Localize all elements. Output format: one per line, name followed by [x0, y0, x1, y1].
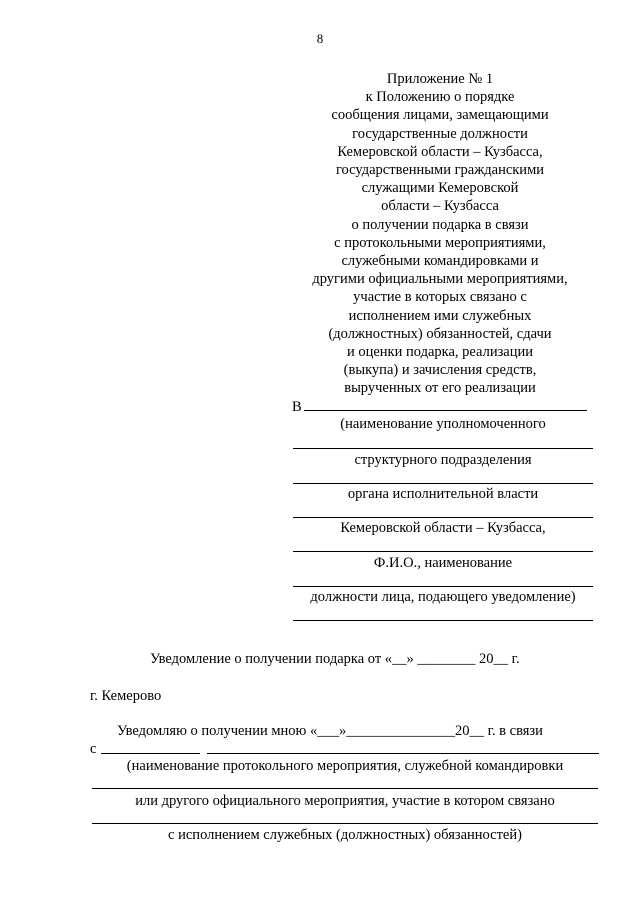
appendix-line: о получении подарка в связи: [351, 216, 529, 233]
notice-title: Уведомление о получении подарка от «__» ________ 20__ г.: [150, 651, 520, 667]
addressee-caption: (наименование уполномоченного: [340, 416, 546, 432]
notice-blank-line[interactable]: [207, 753, 599, 754]
addressee-blank-line[interactable]: [293, 551, 593, 552]
addressee-blank-line[interactable]: [293, 517, 593, 518]
notice-caption: или другого официального мероприятия, участие в котором связано: [135, 793, 555, 809]
appendix-line: сообщения лицами, замещающими: [331, 107, 549, 124]
notice-body-line: Уведомляю о получении мною «___»_______________20__ г. в связи: [117, 723, 543, 739]
appendix-line: вырученных от его реализации: [344, 380, 536, 397]
appendix-line: области – Кузбасса: [381, 198, 499, 215]
addressee-caption: структурного подразделения: [354, 452, 532, 468]
appendix-line: государственные должности: [352, 125, 528, 142]
addressee-blank-line[interactable]: [293, 448, 593, 449]
addressee-blank-line[interactable]: [293, 586, 593, 587]
appendix-line: участие в которых связано с: [353, 289, 527, 306]
appendix-line: служащими Кемеровской: [361, 180, 519, 197]
addressee-to-field[interactable]: [292, 398, 587, 416]
appendix-line: к Положению о порядке: [365, 89, 515, 106]
appendix-line: (должностных) обязанностей, сдачи: [328, 325, 552, 342]
addressee-caption: Ф.И.О., наименование: [373, 555, 513, 571]
addressee-blank-line[interactable]: [304, 398, 587, 411]
addressee-caption: органа исполнительной власти: [347, 486, 539, 502]
notice-blank-line[interactable]: [92, 788, 598, 789]
appendix-header: [290, 70, 590, 398]
notice-caption: (наименование протокольного мероприятия, служебной командировки: [126, 758, 564, 774]
addressee-blank-line[interactable]: [293, 483, 593, 484]
notice-blank-line[interactable]: [92, 823, 598, 824]
appendix-line: Приложение № 1: [386, 71, 494, 87]
appendix-line: исполнением ими служебных: [348, 307, 532, 324]
notice-city: г. Кемерово: [90, 688, 162, 704]
appendix-line: и оценки подарка, реализации: [346, 344, 534, 361]
notice-blank-line[interactable]: [101, 753, 200, 754]
addressee-caption: Кемеровской области – Кузбасса,: [340, 520, 546, 536]
notice-caption: с исполнением служебных (должностных) обязанностей): [168, 827, 522, 843]
appendix-line: с протокольными мероприятиями,: [334, 234, 546, 251]
notice-body-prefix: с: [90, 741, 97, 757]
addressee-prefix: В: [292, 399, 302, 415]
addressee-blank-line[interactable]: [293, 620, 593, 621]
appendix-line: (выкупа) и зачисления средств,: [343, 362, 537, 379]
page-number: 8: [316, 31, 324, 46]
appendix-line: Кемеровской области – Кузбасса,: [337, 143, 543, 160]
appendix-line: другими официальными мероприятиями,: [312, 271, 568, 288]
appendix-line: служебными командировками и: [341, 253, 539, 270]
appendix-line: государственными гражданскими: [335, 162, 545, 179]
addressee-caption: должности лица, подающего уведомление): [310, 589, 576, 605]
